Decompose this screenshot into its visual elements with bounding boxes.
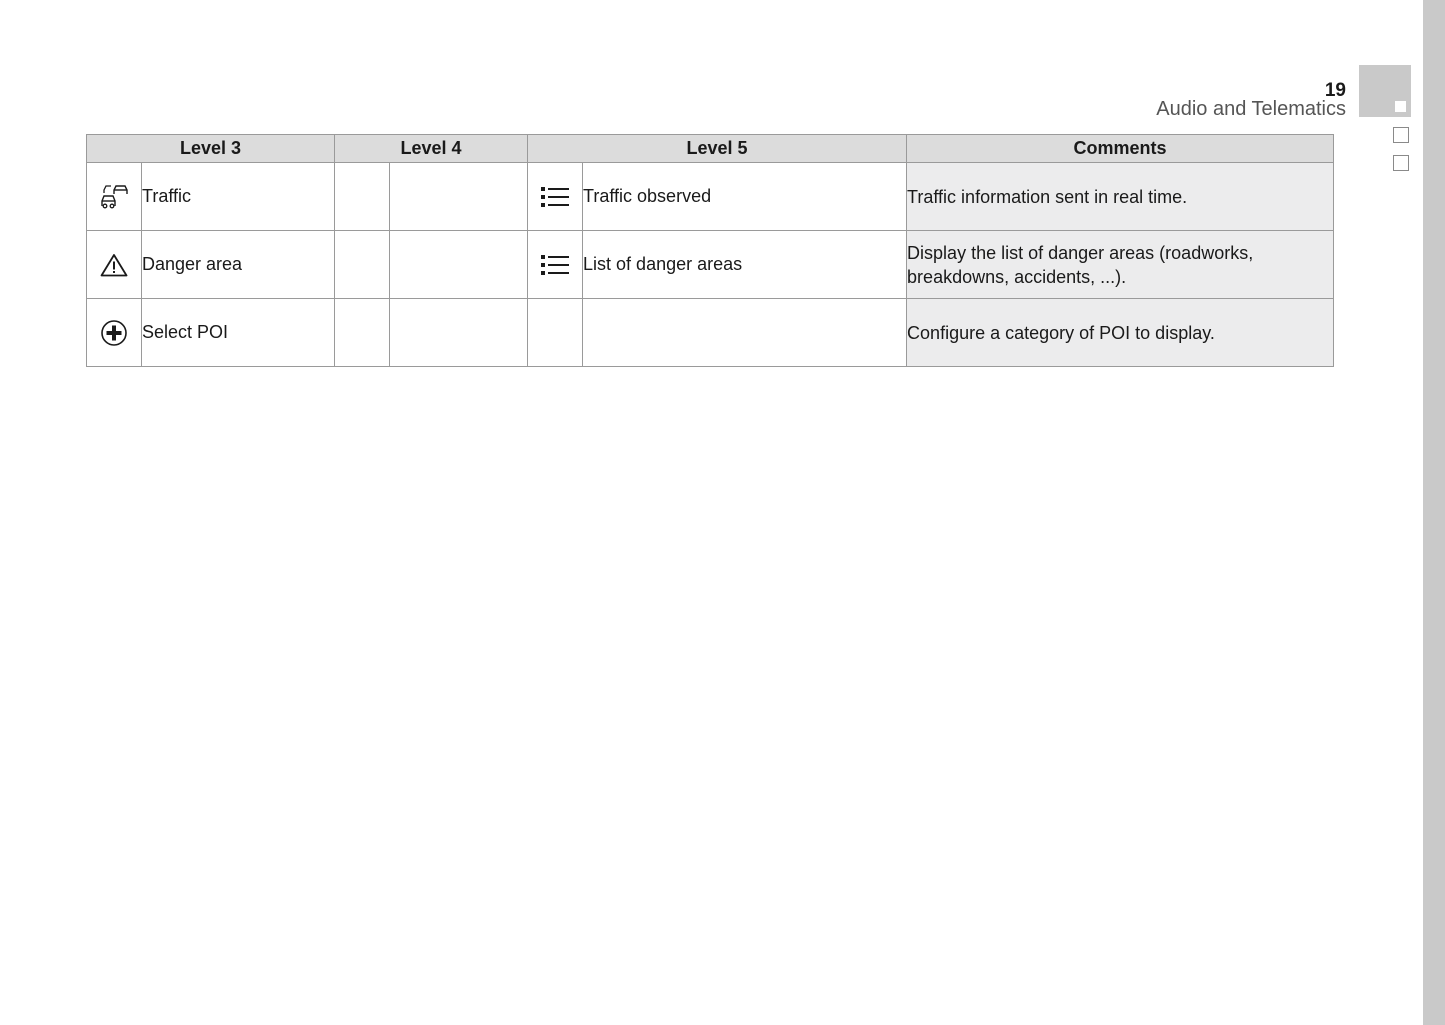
comment-cell: Configure a category of POI to display. [907, 299, 1334, 367]
chapter-tab-active [1359, 65, 1411, 117]
level4-label [390, 163, 528, 231]
plus-circle-icon [87, 299, 142, 367]
table-row [87, 163, 1334, 231]
comment-cell: Display the list of danger areas (roadworks, breakdowns, accidents, ...). [907, 231, 1334, 299]
chapter-tab-marker [1395, 101, 1406, 112]
table-header-row [87, 135, 1334, 163]
level3-label: Traffic [142, 163, 335, 231]
level3-label: Danger area [142, 231, 335, 299]
page-number: 19 [1324, 80, 1346, 101]
level4-icon-cell [335, 231, 390, 299]
chapter-tab-3 [1393, 155, 1409, 171]
list-icon [528, 231, 583, 299]
column-header-level5: Level 5 [528, 135, 907, 163]
level5-icon-cell [528, 299, 583, 367]
chapter-tab-2 [1393, 127, 1409, 143]
menu-table [86, 134, 1334, 367]
section-title: Audio and Telematics [1156, 98, 1346, 120]
list-icon [528, 163, 583, 231]
level5-label [583, 299, 907, 367]
level5-label: List of danger areas [583, 231, 907, 299]
comment-cell: Traffic information sent in real time. [907, 163, 1334, 231]
level4-icon-cell [335, 163, 390, 231]
traffic-cars-icon [87, 163, 142, 231]
column-header-level3: Level 3 [87, 135, 335, 163]
level4-label [390, 299, 528, 367]
table-row [87, 231, 1334, 299]
level4-label [390, 231, 528, 299]
level3-label: Select POI [142, 299, 335, 367]
warning-triangle-icon [87, 231, 142, 299]
column-header-comments: Comments [907, 135, 1334, 163]
column-header-level4: Level 4 [335, 135, 528, 163]
table-row [87, 299, 1334, 367]
page-edge-strip [1423, 0, 1445, 1025]
level4-icon-cell [335, 299, 390, 367]
level5-label: Traffic observed [583, 163, 907, 231]
